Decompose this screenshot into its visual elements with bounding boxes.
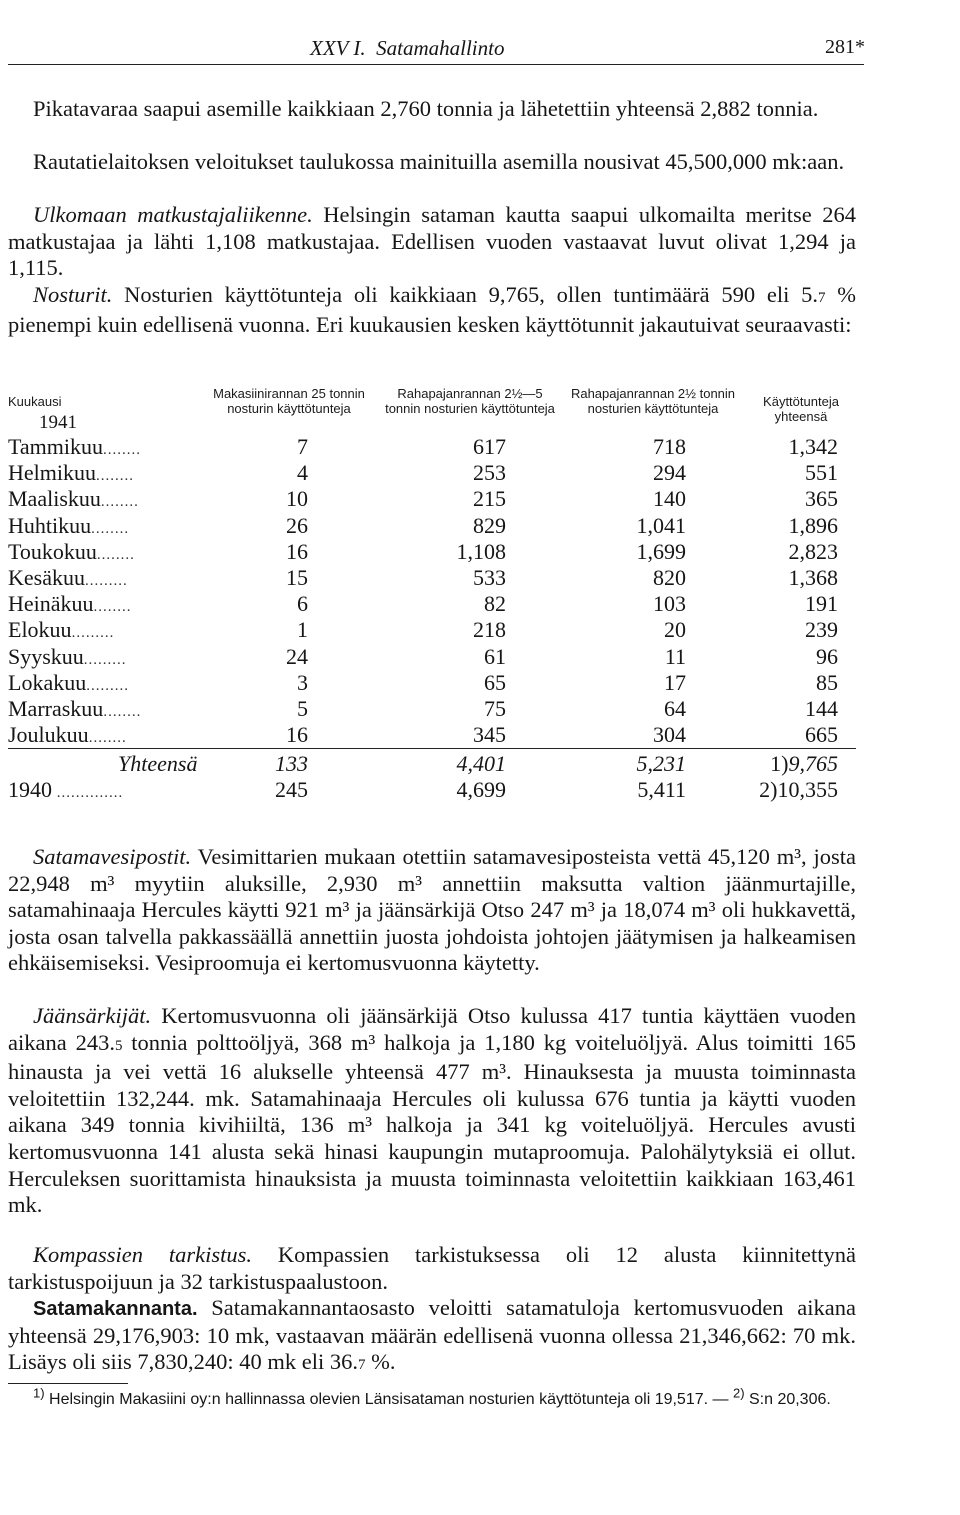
col-header-rahapaja-small: Rahapajanrannan 2½ tonnin nosturien käyttötunteja — [570, 386, 736, 416]
rahapaja-large-cell: 253 — [473, 460, 506, 486]
footnote-mark-1: 1) — [33, 1385, 45, 1401]
table-row — [8, 513, 856, 539]
rahapaja-small-cell: 294 — [653, 460, 686, 486]
table-row — [8, 539, 856, 565]
cranes-decimal: 7 — [818, 290, 826, 306]
rahapaja-small-cell: 1,699 — [636, 538, 686, 564]
port-dues-text-b: %. — [365, 1349, 396, 1375]
leader-dots: ........ — [96, 468, 134, 485]
port-dues-decimal: 7 — [358, 1357, 366, 1374]
leader-dots: ......... — [84, 572, 128, 589]
table-row — [8, 460, 856, 486]
leader-dots: ......... — [86, 677, 129, 694]
month-cell: Kesäkuu......... — [8, 564, 128, 590]
leader-dots: ........ — [103, 703, 142, 720]
rahapaja-small-cell: 304 — [653, 722, 686, 748]
paragraph-railway-charges — [8, 149, 856, 176]
total-cell: 2,823 — [788, 538, 838, 564]
rahapaja-large-cell: 215 — [473, 486, 506, 512]
rahapaja-small-cell: 140 — [653, 486, 686, 512]
footnote-rule — [8, 1383, 128, 1384]
leader-dots: ........ — [88, 730, 127, 747]
footnote-mark-2: 2) — [732, 1385, 745, 1401]
table-body — [8, 434, 856, 804]
makasiini-cell: 16 — [286, 722, 308, 748]
running-head-title — [310, 36, 504, 61]
total-cell: 365 — [805, 486, 838, 512]
cranes-text-b: % pienempi kuin edellisenä vuonna. Eri kuukausien kesken käyttötunnit jakautuivat seuraavasti: — [8, 282, 857, 337]
month-cell: Toukokuu........ — [8, 538, 135, 564]
table-total-row — [8, 751, 856, 777]
makasiini-cell: 15 — [286, 564, 308, 590]
rahapaja-large-cell: 533 — [473, 564, 506, 590]
page-number: 281* — [825, 36, 865, 58]
rahapaja-large-cell: 345 — [473, 722, 506, 748]
month-cell: Lokakuu......... — [8, 669, 129, 695]
total-cell: 1,896 — [788, 512, 838, 538]
total-rahapaja-large: 4,401 — [456, 751, 506, 777]
icebreakers-decimal: 5 — [114, 1037, 123, 1054]
total-makasiini: 133 — [275, 751, 308, 777]
rahapaja-small-cell: 718 — [653, 434, 686, 459]
makasiini-cell: 6 — [297, 591, 308, 617]
leader-dots: ........ — [96, 546, 135, 563]
table-prev-year-row — [8, 777, 856, 803]
leader-dots: ........ — [100, 494, 139, 511]
prev-sum: 2)10,355 — [759, 777, 838, 803]
makasiini-cell: 26 — [286, 512, 308, 538]
total-label: Yhteensä — [118, 751, 198, 777]
month-cell: Joulukuu........ — [8, 722, 127, 748]
table-row — [8, 722, 856, 748]
paragraph-water-posts — [8, 844, 856, 977]
col-header-month: Kuukausi — [8, 394, 62, 409]
rahapaja-small-cell: 64 — [664, 695, 686, 721]
leader-dots: ........ — [93, 599, 132, 616]
rahapaja-large-cell: 617 — [473, 434, 506, 459]
rahapaja-small-cell: 1,041 — [636, 512, 686, 538]
makasiini-cell: 10 — [286, 486, 308, 512]
table-row — [8, 565, 856, 591]
icebreakers-text-b: tonnia polttoöljyä, 368 m³ halkoja ja 1,180 kg voiteluöljyä. Alus toimitti 165 hinausta ja vei vettä 16 alukselle yhteensä 477 m³. Hinauksesta ja muusta toiminnasta veloitettiin 132,244. mk. Satamahinaaja Hercules oli kulussa 676 tuntia ja käytti vuoden aikana 349 tonnia kivihiiltä, 136 m³ halkoja ja 341 kg voiteluöljyä. Hercules avusti kertomusvuonna 141 alusta sekä hinasi kaupungin mutaproomuja. Palohälytyksiä ei ollut. Herculeksen suorittamista hinauksista ja muusta toiminnasta veloitettiin kaikkiaan 163,461 mk. — [8, 1029, 856, 1218]
total-cell: 96 — [816, 643, 838, 669]
rahapaja-large-cell: 82 — [484, 591, 506, 617]
rahapaja-large-cell: 75 — [484, 695, 506, 721]
rahapaja-large-cell: 1,108 — [456, 538, 506, 564]
prev-rahapaja-small: 5,411 — [637, 777, 686, 803]
table-row — [8, 434, 856, 460]
prev-makasiini: 245 — [275, 777, 308, 803]
leader-dots: ......... — [71, 625, 115, 642]
rahapaja-small-cell: 20 — [664, 617, 686, 643]
prev-year-label: 1940 .............. — [8, 777, 124, 803]
rahapaja-large-cell: 61 — [484, 643, 506, 669]
col-header-year: 1941 — [39, 412, 77, 433]
running-head — [8, 34, 864, 65]
leader-dots: ........ — [91, 520, 130, 537]
makasiini-cell: 5 — [297, 695, 308, 721]
total-sum: 1)9,765 — [770, 751, 838, 777]
cranes-text-a: Nosturien käyttötunteja oli kaikkiaan 9,765, ollen tuntimäärä 590 eli 5. — [124, 282, 818, 307]
rahapaja-small-cell: 17 — [664, 669, 686, 695]
rahapaja-small-cell: 820 — [653, 564, 686, 590]
month-cell: Tammikuu........ — [8, 434, 142, 459]
table-row — [8, 617, 856, 643]
month-cell: Huhtikuu........ — [8, 512, 130, 538]
total-cell: 144 — [805, 695, 838, 721]
total-cell: 1,342 — [788, 434, 838, 459]
makasiini-cell: 1 — [297, 617, 308, 643]
col-header-total: Käyttötunteja yhteensä — [763, 394, 839, 424]
month-cell: Heinäkuu........ — [8, 591, 132, 617]
table-row — [8, 696, 856, 722]
paragraph-express-freight — [8, 96, 856, 123]
table-row — [8, 670, 856, 696]
prev-rahapaja-large: 4,699 — [456, 777, 506, 803]
compass-heading: Kompassien tarkistus. — [33, 1242, 253, 1267]
makasiini-cell: 3 — [297, 669, 308, 695]
paragraph-cranes — [8, 282, 856, 338]
rahapaja-small-cell: 103 — [653, 591, 686, 617]
port-dues-heading: Satamakannanta. — [33, 1298, 198, 1320]
month-cell: Syyskuu......... — [8, 643, 127, 669]
total-cell: 551 — [805, 460, 838, 486]
paragraph-port-dues — [8, 1295, 856, 1379]
paragraph-compass — [8, 1242, 856, 1295]
footnote-text-2: S:n 20,306. — [744, 1391, 831, 1408]
port-dues-text-a: Satamakannantaosasto veloitti satamatuloja kertomusvuoden aikana yhteensä 29,176,903: 10 mk, vastaavan määrän edellisenä vuonna ollessa 21,346,662: 70 mk. Lisäys oli siis 7,830,240: 40 mk eli 36. — [8, 1295, 856, 1375]
water-posts-text: Vesimittarien mukaan otettiin satamavesiposteista vettä 45,120 m³, josta 22,948 m³ myytiin aluksille, 2,930 m³ annettiin maksutta valtion jäänmurtajille, satamahinaaja Hercules käytti 921 m³ ja jäänsärkijä Otso 247 m³ ja 18,074 m³ oli hukkavettä, josta osan talvella pakkassäällä annettiin juosta johdoista johtojen jäätymisen ja halkeamisen ehkäisemiseksi. Vesiproomuja ei kertomusvuonna käytetty. — [8, 844, 857, 976]
leader-dots: ......... — [83, 651, 127, 668]
total-cell: 1,368 — [788, 564, 838, 590]
cranes-heading: Nosturit. — [33, 282, 113, 307]
month-cell: Marraskuu........ — [8, 695, 142, 721]
foreign-travel-text: Helsingin sataman kautta saapui ulkomailta meritse 264 matkustajaa ja lähti 1,108 matkustajaa. Edellisen vuoden vastaavat luvut olivat 1,294 ja 1,115. — [8, 202, 857, 281]
rahapaja-small-cell: 11 — [664, 643, 686, 669]
col-header-makasiini: Makasiinirannan 25 tonnin nosturin käyttötunteja — [213, 386, 365, 416]
paragraph-icebreakers — [8, 1003, 856, 1219]
paragraph-foreign-travel — [8, 202, 856, 282]
table-row — [8, 644, 856, 670]
month-cell: Maaliskuu........ — [8, 486, 139, 512]
makasiini-cell: 4 — [297, 460, 308, 486]
chapter-number: XXV I. — [310, 36, 366, 60]
footnote-text-1: Helsingin Makasiini oy:n hallinnassa olevien Länsisataman nosturien käyttötunteja oli 19,517. — — [44, 1391, 733, 1408]
total-cell: 665 — [805, 722, 838, 748]
makasiini-cell: 7 — [297, 434, 308, 459]
table-row — [8, 486, 856, 512]
compass-text: Kompassien tarkistuksessa oli 12 alusta kiinnitettynä tarkistuspoijuun ja 32 tarkistuspaalustoon. — [8, 1242, 857, 1294]
makasiini-cell: 16 — [286, 538, 308, 564]
makasiini-cell: 24 — [286, 643, 308, 669]
icebreakers-heading: Jäänsärkijät. — [33, 1003, 152, 1028]
rahapaja-large-cell: 829 — [473, 512, 506, 538]
footnote — [8, 1385, 856, 1409]
foreign-travel-heading: Ulkomaan matkustajaliikenne. — [33, 202, 313, 227]
leader-dots: ........ — [103, 442, 142, 458]
total-cell: 239 — [805, 617, 838, 643]
crane-hours-table — [8, 382, 856, 822]
total-rahapaja-small: 5,231 — [636, 751, 686, 777]
railway-charges-text: Rautatielaitoksen veloitukset taulukossa mainituilla asemilla nousivat 45,500,000 mk:aan. — [33, 149, 845, 174]
water-posts-heading: Satamavesipostit. — [33, 844, 192, 869]
express-freight-text: Pikatavaraa saapui asemille kaikkiaan 2,760 tonnia ja lähetettiin yhteensä 2,882 tonnia. — [33, 96, 819, 121]
table-row — [8, 591, 856, 617]
chapter-title: Satamahallinto — [376, 36, 505, 60]
rahapaja-large-cell: 65 — [484, 669, 506, 695]
icebreakers-text-a: Kertomusvuonna oli jäänsärkijä Otso kulussa 417 tuntia käyttäen vuoden aikana 243. — [8, 1003, 856, 1055]
rahapaja-large-cell: 218 — [473, 617, 506, 643]
total-cell: 191 — [805, 591, 838, 617]
col-header-rahapaja-large: Rahapajanrannan 2½—5 tonnin nosturien käyttötunteja — [385, 386, 555, 416]
total-cell: 85 — [816, 669, 838, 695]
month-cell: Elokuu......... — [8, 617, 115, 643]
month-cell: Helmikuu........ — [8, 460, 134, 486]
